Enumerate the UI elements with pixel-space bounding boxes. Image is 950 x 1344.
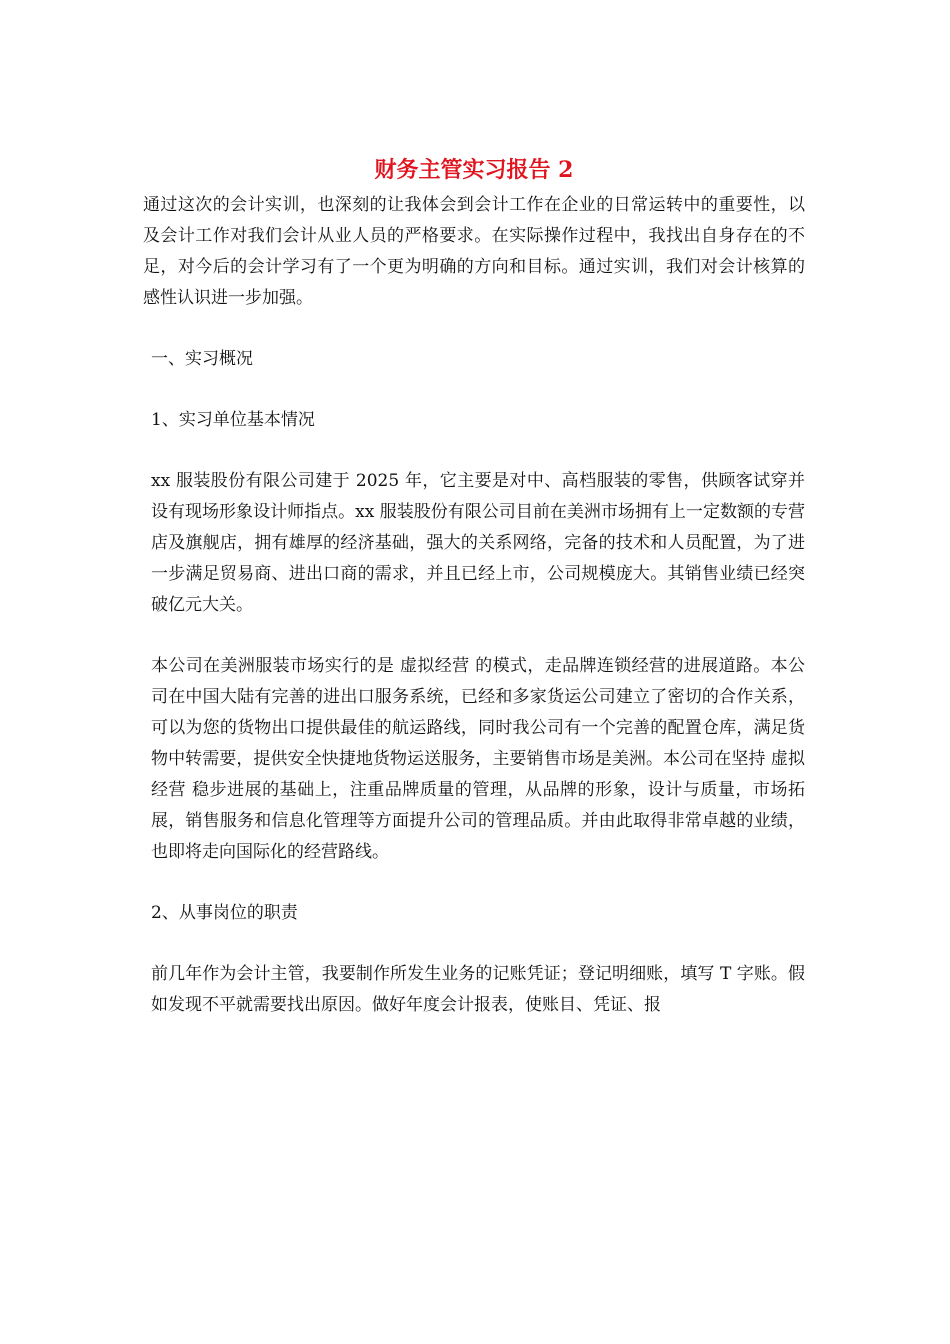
paragraph-gap — [143, 929, 805, 959]
paragraph-gap — [143, 314, 805, 344]
section-heading-overview: 一、实习概况 — [151, 349, 253, 369]
paragraph-gap — [143, 436, 805, 466]
paragraph-duties: 前几年作为会计主管，我要制作所发生业务的记账凭证；登记明细账，填写 T 字账。假如发现不平就需要找出原因。做好年度会计报表，使账目、凭证、报 — [151, 964, 805, 1015]
paragraph-gap — [143, 868, 805, 898]
paragraph-company-intro: xx 服装股份有限公司建于 2025 年，它主要是对中、高档服装的零售，供顾客试穿并设有现场形象设计师指点。xx 服装股份有限公司目前在美洲市场拥有上一定数额的专营店及旗舰店，拥有雄厚的经济基础，强大的关系网络，完备的技术和人员配置，为了进一步满足贸易商、进出口商的需求，并且已经上市，公司规模庞大。其销售业绩已经突破亿元大关。 — [151, 471, 805, 615]
paragraph-gap — [143, 621, 805, 651]
subsection-heading-duties: 2、从事岗位的职责 — [151, 903, 298, 923]
paragraph-intro: 通过这次的会计实训，也深刻的让我体会到会计工作在企业的日常运转中的重要性，以及会计工作对我们会计从业人员的严格要求。在实际操作过程中，我找出自身存在的不足，对今后的会计学习有了一个更为明确的方向和目标。通过实训，我们对会计核算的感性认识进一步加强。 — [143, 195, 805, 308]
document-title: 财务主管实习报告 2 — [374, 157, 574, 183]
subsection-heading-company: 1、实习单位基本情况 — [151, 410, 315, 430]
paragraph-business-model: 本公司在美洲服装市场实行的是 虚拟经营 的模式，走品牌连锁经营的进展道路。本公司在中国大陆有完善的进出口服务系统，已经和多家货运公司建立了密切的合作关系，可以为您的货物出口提供最佳的航运路线，同时我公司有一个完善的配置仓库，满足货物中转需要，提供安全快捷地货物运送服务，主要销售市场是美洲。本公司在坚持 虚拟经营 稳步进展的基础上，注重品牌质量的管理，从品牌的形象，设计与质量，市场拓展，销售服务和信息化管理等方面提升公司的管理品质。并由此取得非常卓越的业绩，也即将走向国际化的经营路线。 — [151, 656, 805, 862]
paragraph-gap — [143, 375, 805, 405]
document-page — [143, 150, 805, 1021]
